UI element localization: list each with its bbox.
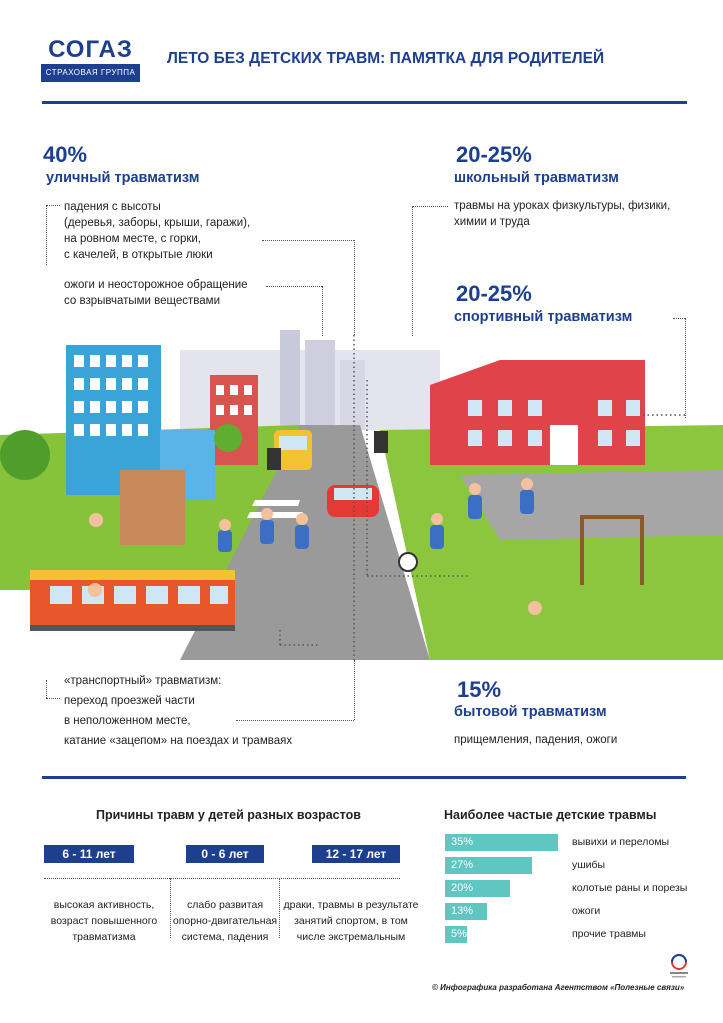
school-percent: 20-25% xyxy=(456,142,532,167)
street-percent: 40% xyxy=(43,142,88,167)
connector xyxy=(266,286,322,287)
connector xyxy=(46,698,60,699)
agency-logo-icon xyxy=(667,952,691,980)
header-divider xyxy=(42,101,687,104)
injury-label: прочие травмы xyxy=(572,928,646,940)
age-badge-0-6: 0 - 6 лет xyxy=(186,845,264,863)
falls-line-3: на ровном месте, с горки, xyxy=(64,233,201,245)
injury-bar: 20% xyxy=(445,880,510,897)
street-falls xyxy=(64,199,250,263)
burns-line-1: ожоги и неосторожное обращение xyxy=(64,279,248,291)
causes-separator xyxy=(279,878,280,938)
age-badge-6-11: 6 - 11 лет xyxy=(44,845,134,863)
injury-label: ожоги xyxy=(572,905,601,917)
cause-line: драки, травмы в результате xyxy=(283,899,419,911)
cause-line: опорно-двигательная xyxy=(172,915,278,927)
injury-label: ушибы xyxy=(572,859,606,871)
connector xyxy=(46,680,47,698)
cause-line: числе экстремальным xyxy=(296,931,406,943)
falls-line-2: (деревья, заборы, крыши, гаражи), xyxy=(64,217,251,229)
cause-line: занятий спортом, в том xyxy=(294,915,408,927)
cause-line: система, падения xyxy=(181,931,269,943)
cause-line: травматизма xyxy=(72,931,136,943)
footer-credit: © Инфографика разработана Агентством «Полезные связи» xyxy=(432,983,685,992)
transport-line-3: в неположенном месте, xyxy=(64,715,191,727)
sport-category: спортивный травматизм xyxy=(454,309,633,325)
sport-percent: 20-25% xyxy=(456,281,532,306)
street-category: уличный травматизм xyxy=(46,170,200,186)
cause-line: высокая активность, xyxy=(53,899,155,911)
logo-name: СОГАЗ xyxy=(48,36,133,63)
injuries-title: Наиболее частые детские травмы xyxy=(444,808,657,822)
connector xyxy=(412,206,448,207)
injury-bar: 5% xyxy=(445,926,467,943)
connector xyxy=(354,660,355,720)
cause-line: возраст повышенного xyxy=(50,915,158,927)
cause-6-11 xyxy=(40,897,168,945)
injury-bar: 27% xyxy=(445,857,532,874)
transport-line-2: переход проезжей части xyxy=(64,695,195,707)
connector xyxy=(354,240,355,335)
causes-separator xyxy=(170,878,171,938)
transport-line-4: катание «зацепом» на поездах и трамваях xyxy=(64,735,293,747)
connector xyxy=(673,318,685,319)
cause-line: слабо развитая xyxy=(186,899,264,911)
school-desc-line-2: химии и труда xyxy=(454,216,530,228)
injury-label: колотые раны и порезы xyxy=(572,882,688,894)
city-scene-illustration xyxy=(0,330,723,660)
logo-tagline: СТРАХОВАЯ ГРУППА xyxy=(41,64,140,82)
transport-line-1: «транспортный» травматизм: xyxy=(64,675,222,687)
street-burns xyxy=(64,277,248,309)
connector xyxy=(262,240,354,241)
injury-bar: 13% xyxy=(445,903,487,920)
injury-label: вывихи и переломы xyxy=(572,836,670,848)
sogaz-logo xyxy=(41,36,140,82)
cause-0-6 xyxy=(172,897,278,945)
section-divider xyxy=(42,776,686,779)
page-title: ЛЕТО БЕЗ ДЕТСКИХ ТРАВМ: ПАМЯТКА ДЛЯ РОДИТЕЛЕЙ xyxy=(167,50,605,67)
home-desc: прищемления, падения, ожоги xyxy=(454,734,618,746)
cause-12-17 xyxy=(282,897,420,945)
injury-bar: 35% xyxy=(445,834,558,851)
connector xyxy=(46,205,60,206)
connector xyxy=(322,286,323,336)
causes-dotted-line xyxy=(44,878,400,879)
falls-line-1: падения с высоты xyxy=(64,201,161,213)
home-category: бытовой травматизм xyxy=(454,704,607,720)
burns-line-2: со взрывчатыми веществами xyxy=(64,295,220,307)
school-desc xyxy=(454,198,670,230)
school-category: школьный травматизм xyxy=(454,170,619,186)
causes-title: Причины травм у детей разных возрастов xyxy=(96,808,361,822)
connector xyxy=(46,205,47,265)
connector xyxy=(236,720,354,721)
age-badge-12-17: 12 - 17 лет xyxy=(312,845,400,863)
falls-line-4: с качелей, в открытые люки xyxy=(64,249,213,261)
home-percent: 15% xyxy=(457,677,502,702)
school-desc-line-1: травмы на уроках физкультуры, физики, xyxy=(454,200,671,212)
connector xyxy=(412,206,413,336)
street-transport xyxy=(64,671,292,751)
